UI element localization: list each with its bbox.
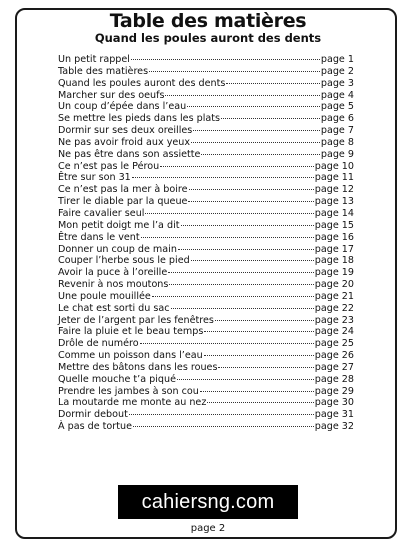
toc-entry [58,291,354,303]
toc-entry-page: page 16 [314,231,354,243]
toc-entry-label: Revenir à nos moutons [58,279,169,291]
toc-entry [58,220,354,232]
toc-entry [58,172,354,184]
toc-dot-leader [191,142,320,143]
page-subtitle: Quand les poules auront des dents [94,31,322,45]
toc-entry-page: page 28 [314,373,354,385]
toc-entry [58,90,354,102]
toc-dot-leader [141,237,314,238]
toc-dot-leader [221,118,320,119]
toc-dot-leader [152,296,314,297]
toc-dot-leader [188,201,313,202]
toc-entry-page: page 31 [314,409,354,421]
toc-dot-leader [131,59,320,60]
toc-dot-leader [132,177,314,178]
toc-entry-page: page 3 [320,77,354,89]
toc-dot-leader [193,130,320,131]
toc-entry-label: Ce n’est pas le Pérou [58,160,160,172]
toc-entry-page: page 17 [314,243,354,255]
toc-entry-page: page 15 [314,219,354,231]
toc-entry-page: page 24 [314,326,354,338]
toc-entry [58,303,354,315]
toc-entry-label: Quand les poules auront des dents [58,77,226,89]
site-logo: cahiersng.com [118,485,298,519]
toc-entry-label: Donner un coup de main [58,243,177,255]
toc-entry-page: page 26 [314,350,354,362]
toc-entry-page: page 14 [314,207,354,219]
footer-page-number: page 2 [190,523,226,534]
toc-entry [58,184,354,196]
toc-entry-page: page 29 [314,385,354,397]
toc-entry-label: Drôle de numéro [58,338,139,350]
toc-entry [58,374,354,386]
toc-entry-label: Faire cavalier seul [58,207,145,219]
toc-entry [58,421,354,433]
toc-entry [58,113,354,125]
toc-entry [58,208,354,220]
toc-dot-leader [145,213,313,214]
toc-entry-label: Prendre les jambes à son cou [58,385,199,397]
toc-entry-label: Mettre des bâtons dans les roues [58,361,218,373]
toc-entry [58,196,354,208]
table-of-contents [58,54,354,433]
toc-dot-leader [149,71,320,72]
toc-entry [58,66,354,78]
toc-entry-page: page 30 [314,397,354,409]
toc-dot-leader [226,83,320,84]
toc-entry-label: Tirer le diable par la queue [58,196,188,208]
toc-dot-leader [187,106,320,107]
toc-dot-leader [171,308,314,309]
toc-entry-label: Se mettre les pieds dans les plats [58,113,221,125]
toc-entry-label: Comme un poisson dans l’eau [58,350,203,362]
toc-entry [58,101,354,113]
toc-dot-leader [207,402,313,403]
toc-entry [58,149,354,161]
toc-dot-leader [160,166,314,167]
toc-entry-label: Marcher sur des oeufs [58,89,165,101]
toc-dot-leader [140,343,314,344]
toc-entry-page: page 5 [320,101,354,113]
toc-entry-label: Couper l’herbe sous le pied [58,255,190,267]
toc-dot-leader [218,367,313,368]
toc-entry-page: page 25 [314,338,354,350]
toc-entry [58,362,354,374]
toc-entry-page: page 10 [314,160,354,172]
toc-entry-label: Dormir debout [58,409,128,421]
toc-entry [58,397,354,409]
toc-entry [58,386,354,398]
toc-entry [58,267,354,279]
toc-dot-leader [204,331,313,332]
toc-entry [58,326,354,338]
toc-entry-page: page 18 [314,255,354,267]
toc-entry-label: Avoir la puce à l’oreille [58,267,168,279]
toc-entry-page: page 9 [320,148,354,160]
toc-dot-leader [133,426,314,427]
toc-entry-label: Ne pas avoir froid aux yeux [58,136,191,148]
toc-entry-page: page 12 [314,184,354,196]
toc-entry [58,338,354,350]
toc-entry-page: page 27 [314,361,354,373]
toc-entry [58,409,354,421]
page-title: Table des matières [109,10,307,32]
toc-dot-leader [200,391,314,392]
toc-entry [58,137,354,149]
toc-entry-label: Être sur son 31 [58,172,131,184]
toc-dot-leader [189,189,314,190]
toc-entry [58,244,354,256]
toc-entry [58,161,354,173]
toc-entry-page: page 2 [320,65,354,77]
toc-entry [58,125,354,137]
toc-entry-label: Le chat est sorti du sac [58,302,170,314]
toc-entry-label: Jeter de l’argent par les fenêtres [58,314,214,326]
toc-entry-page: page 11 [314,172,354,184]
toc-entry-label: Quelle mouche t’a piqué [58,373,176,385]
toc-entry-page: page 20 [314,279,354,291]
toc-dot-leader [165,95,319,96]
toc-entry-label: Un petit rappel [58,54,130,65]
toc-entry [58,315,354,327]
toc-entry-label: Faire la pluie et le beau temps [58,326,204,338]
toc-dot-leader [204,355,314,356]
toc-dot-leader [168,272,314,273]
toc-entry-page: page 1 [320,54,354,65]
toc-entry-page: page 6 [320,113,354,125]
toc-entry-label: Une poule mouillée [58,290,151,302]
toc-entry-page: page 4 [320,89,354,101]
toc-entry [58,232,354,244]
toc-entry-page: page 23 [314,314,354,326]
toc-entry [58,255,354,267]
toc-dot-leader [177,379,314,380]
toc-dot-leader [191,260,314,261]
toc-entry-label: Un coup d’épée dans l’eau [58,101,187,113]
toc-entry-page: page 32 [314,421,354,433]
toc-entry-page: page 21 [314,290,354,302]
toc-dot-leader [169,284,313,285]
toc-dot-leader [215,320,314,321]
toc-entry-label: Dormir sur ses deux oreilles [58,125,193,137]
toc-entry-page: page 19 [314,267,354,279]
toc-dot-leader [178,249,314,250]
toc-entry-label: Ne pas être dans son assiette [58,148,201,160]
toc-entry [58,78,354,90]
toc-entry-label: À pas de tortue [58,421,132,433]
toc-entry-page: page 7 [320,125,354,137]
toc-entry-label: Table des matières [58,65,149,77]
toc-entry-label: La moutarde me monte au nez [58,397,207,409]
toc-entry-label: Être dans le vent [58,231,140,243]
toc-entry-label: Ce n’est pas la mer à boire [58,184,188,196]
toc-entry-page: page 22 [314,302,354,314]
toc-dot-leader [181,225,314,226]
toc-dot-leader [129,414,314,415]
toc-entry-page: page 8 [320,136,354,148]
toc-entry [58,350,354,362]
toc-dot-leader [201,154,319,155]
toc-entry-label: Mon petit doigt me l’a dit [58,219,180,231]
toc-entry [58,54,354,66]
toc-entry [58,279,354,291]
toc-entry-page: page 13 [314,196,354,208]
